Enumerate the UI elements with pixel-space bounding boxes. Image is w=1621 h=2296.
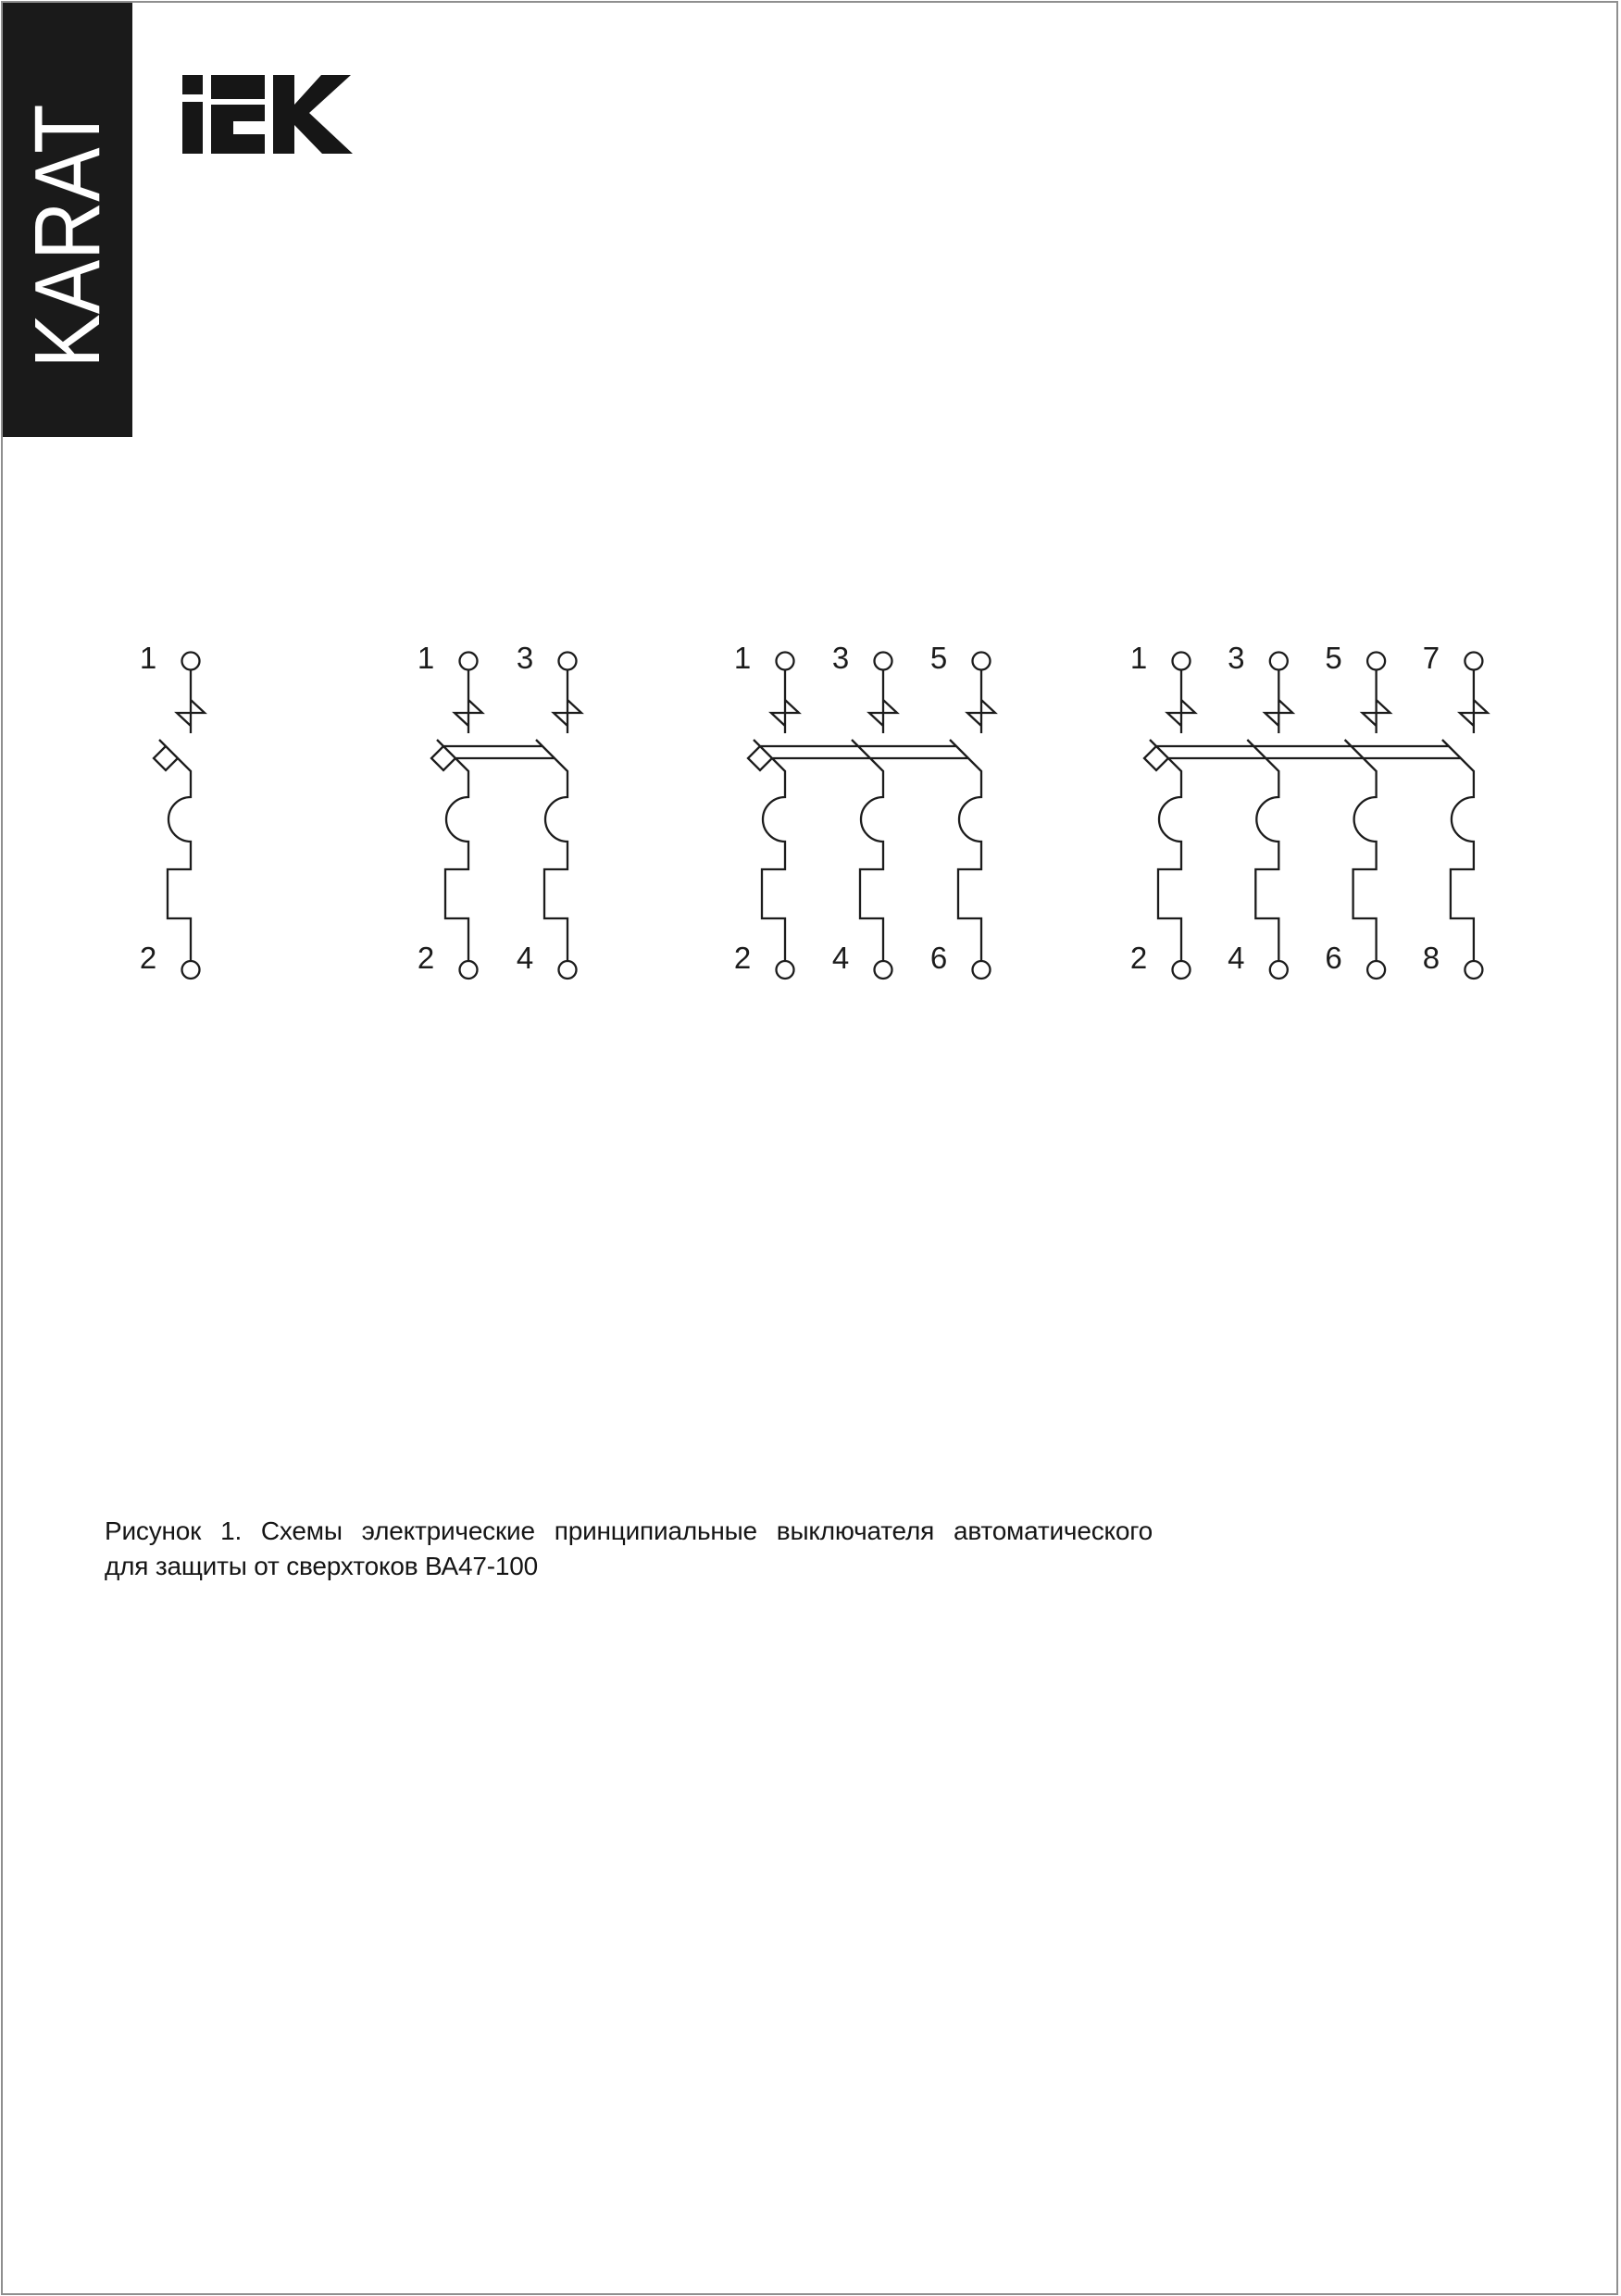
terminal-label: 5 xyxy=(1325,641,1342,675)
pole-wiring xyxy=(154,670,205,962)
terminal-label: 8 xyxy=(1422,941,1440,975)
terminal-label: 1 xyxy=(1129,641,1148,675)
terminal-bottom xyxy=(875,961,892,979)
terminal-label: 2 xyxy=(733,941,752,975)
terminal-label: 4 xyxy=(1228,941,1245,975)
terminal-top xyxy=(460,653,478,670)
terminal-label: 7 xyxy=(1422,641,1440,675)
terminal-label: 6 xyxy=(929,941,948,975)
terminal-label: 1 xyxy=(139,641,157,675)
schematic-3-pole-breaker xyxy=(734,641,995,979)
terminal-label: 2 xyxy=(139,941,157,975)
terminal-bottom xyxy=(182,961,200,979)
terminal-label: 3 xyxy=(831,641,850,675)
terminal-top xyxy=(1173,653,1191,670)
terminal-top xyxy=(973,653,991,670)
terminal-top xyxy=(559,653,577,670)
terminal-top xyxy=(875,653,892,670)
terminal-bottom xyxy=(1465,961,1482,979)
terminal-top xyxy=(1465,653,1482,670)
terminal-label: 3 xyxy=(516,641,534,675)
schematic-2-pole-breaker xyxy=(418,641,581,979)
terminal-bottom xyxy=(777,961,794,979)
pole-wiring xyxy=(748,670,995,962)
terminal-bottom xyxy=(973,961,991,979)
brand-karat-text: KARAT xyxy=(16,66,119,368)
terminal-label: 1 xyxy=(733,641,752,675)
pole-wiring xyxy=(1144,670,1488,962)
pole-wiring xyxy=(431,670,581,962)
terminal-label: 5 xyxy=(929,641,948,675)
terminal-label: 2 xyxy=(417,941,435,975)
terminal-bottom xyxy=(460,961,478,979)
caption-line-1: Рисунок 1. Схемы электрические принципиальные выключателя автоматического xyxy=(105,1516,1153,1545)
terminal-bottom xyxy=(1173,961,1191,979)
terminal-bottom xyxy=(1367,961,1385,979)
terminal-label: 2 xyxy=(1129,941,1148,975)
terminal-label: 4 xyxy=(831,941,850,975)
terminal-label: 4 xyxy=(516,941,534,975)
schematic-4-pole-breaker xyxy=(1130,641,1488,979)
terminal-bottom xyxy=(559,961,577,979)
terminal-label: 6 xyxy=(1325,941,1342,975)
terminal-label: 1 xyxy=(417,641,435,675)
figure-caption xyxy=(105,1514,1153,1584)
terminal-top xyxy=(182,653,200,670)
terminal-label: 3 xyxy=(1228,641,1245,675)
terminal-top xyxy=(1270,653,1288,670)
terminal-top xyxy=(1367,653,1385,670)
terminal-bottom xyxy=(1270,961,1288,979)
caption-line-2: для защиты от сверхтоков ВА47-100 xyxy=(105,1552,538,1580)
schematic-1-pole-breaker xyxy=(140,641,205,979)
terminal-top xyxy=(777,653,794,670)
